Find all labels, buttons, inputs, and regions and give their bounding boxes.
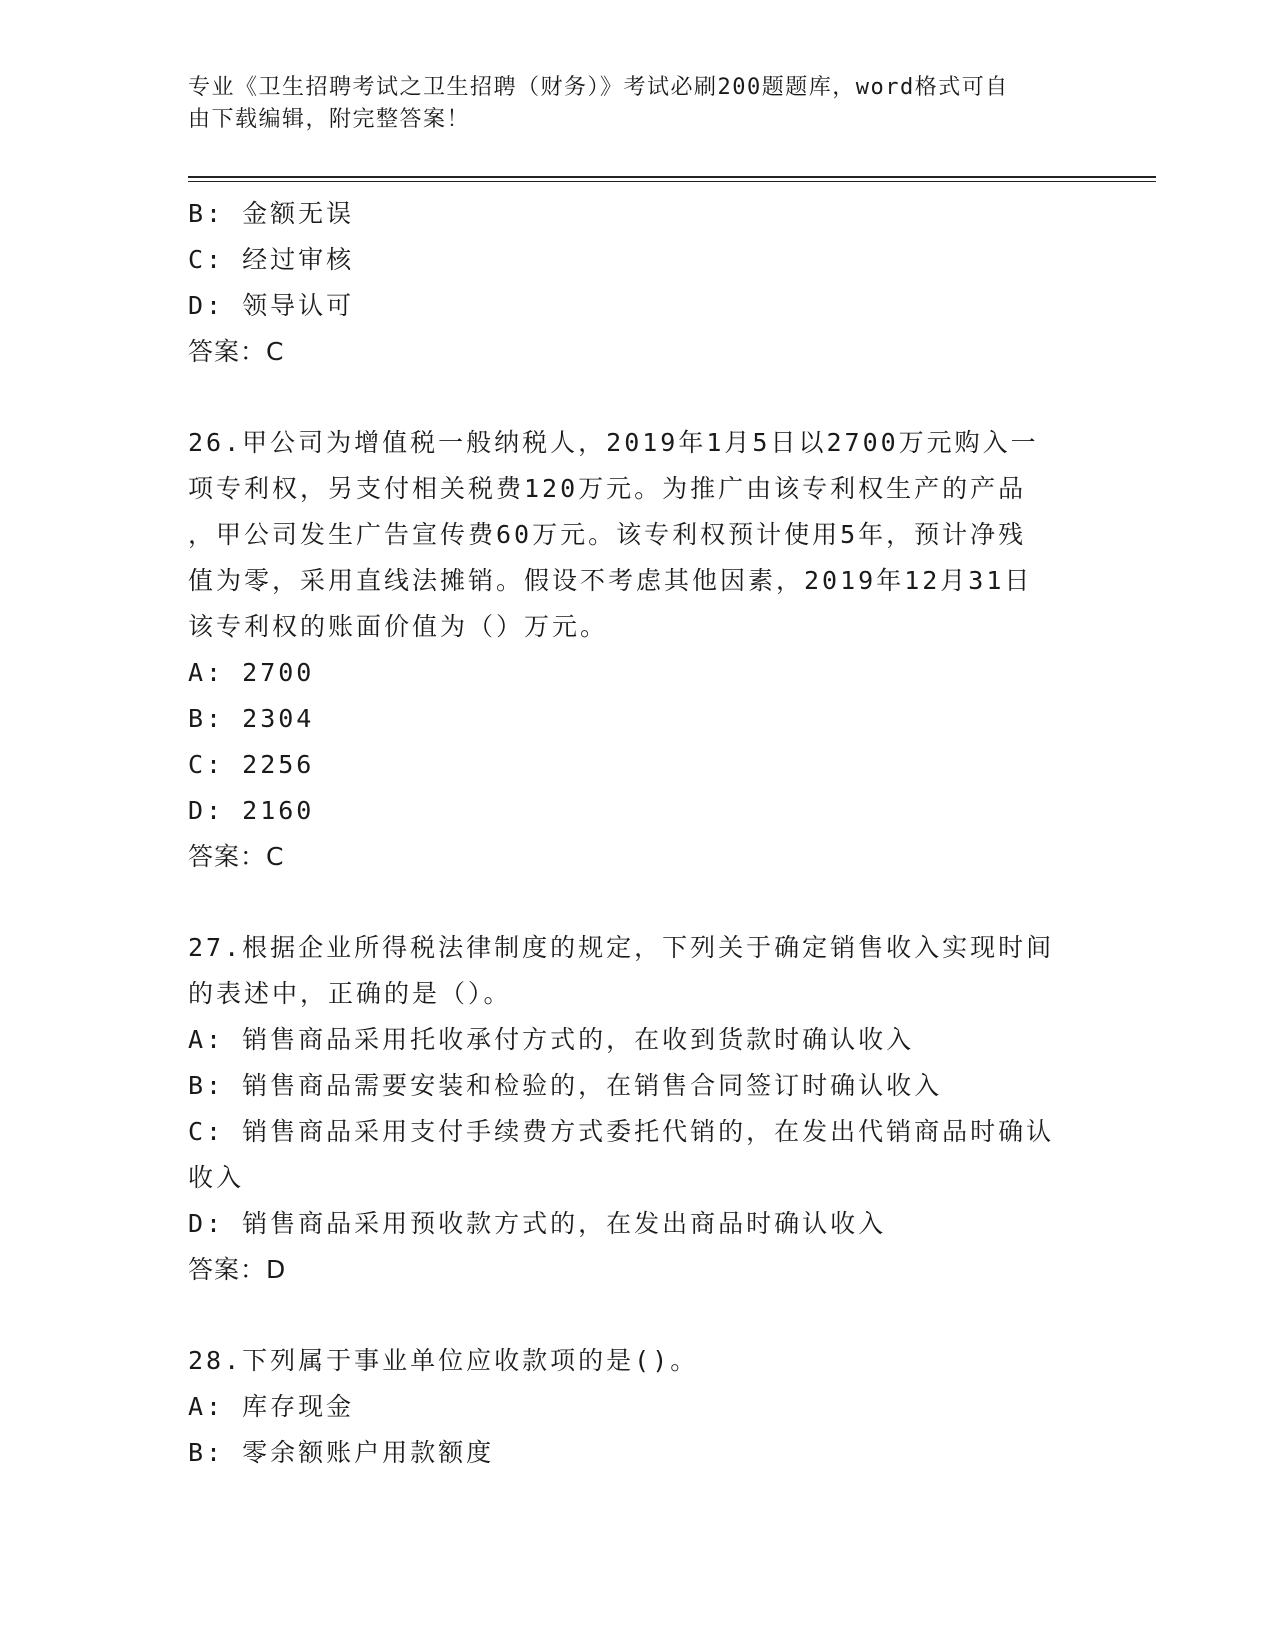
- answer: 答案：C: [188, 337, 285, 366]
- question-stem-line: ，甲公司发生广告宣传费60万元。该专利权预计使用5年，预计净残: [188, 520, 1027, 549]
- spacer: [188, 1293, 1078, 1338]
- question-content: [188, 191, 1078, 1476]
- question-stem-line: 值为零，采用直线法摊销。假设不考虑其他因素，2019年12月31日: [188, 566, 1033, 595]
- question-stem-line: 的表述中，正确的是（）。: [188, 979, 512, 1008]
- question-stem-line: 该专利权的账面价值为（）万元。: [188, 612, 609, 641]
- question-stem-line: 26.甲公司为增值税一般纳税人，2019年1月5日以2700万元购入一: [188, 428, 1039, 457]
- option-b: B: 销售商品需要安装和检验的，在销售合同签订时确认收入: [188, 1071, 943, 1100]
- option-b: B: 2304: [188, 704, 315, 733]
- answer: 答案：D: [188, 1255, 287, 1284]
- option-d: D: 领导认可: [188, 291, 355, 320]
- answer: 答案：C: [188, 842, 285, 871]
- header-divider-thin: [188, 181, 1156, 182]
- spacer: [188, 375, 1078, 420]
- question-25-tail: [188, 191, 1078, 375]
- option-c: C: 销售商品采用支付手续费方式委托代销的，在发出代销商品时确认: [188, 1117, 1055, 1146]
- document-header: [188, 72, 1068, 136]
- option-a: A: 销售商品采用托收承付方式的，在收到货款时确认收入: [188, 1025, 915, 1054]
- option-c: C: 2256: [188, 750, 315, 779]
- question-stem-line: 28.下列属于事业单位应收款项的是()。: [188, 1346, 699, 1375]
- option-c-continued: 收入: [188, 1163, 245, 1192]
- question-27: [188, 925, 1078, 1293]
- option-a: A: 库存现金: [188, 1392, 355, 1421]
- option-d: D: 2160: [188, 796, 315, 825]
- spacer: [188, 880, 1078, 925]
- header-divider-thick: [188, 176, 1156, 178]
- option-b: B: 零余额账户用款额度: [188, 1438, 495, 1467]
- question-26: [188, 420, 1078, 880]
- option-c: C: 经过审核: [188, 245, 355, 274]
- option-b: B: 金额无误: [188, 199, 355, 228]
- header-line-2: 由下载编辑，附完整答案！: [188, 107, 471, 132]
- question-28: [188, 1338, 1078, 1476]
- header-line-1: 专业《卫生招聘考试之卫生招聘（财务）》考试必刷200题题库，word格式可自: [188, 75, 1009, 100]
- option-a: A: 2700: [188, 658, 315, 687]
- option-d: D: 销售商品采用预收款方式的，在发出商品时确认收入: [188, 1209, 887, 1238]
- question-stem-line: 项专利权，另支付相关税费120万元。为推广由该专利权生产的产品: [188, 474, 1027, 503]
- question-stem-line: 27.根据企业所得税法律制度的规定，下列关于确定销售收入实现时间: [188, 933, 1055, 962]
